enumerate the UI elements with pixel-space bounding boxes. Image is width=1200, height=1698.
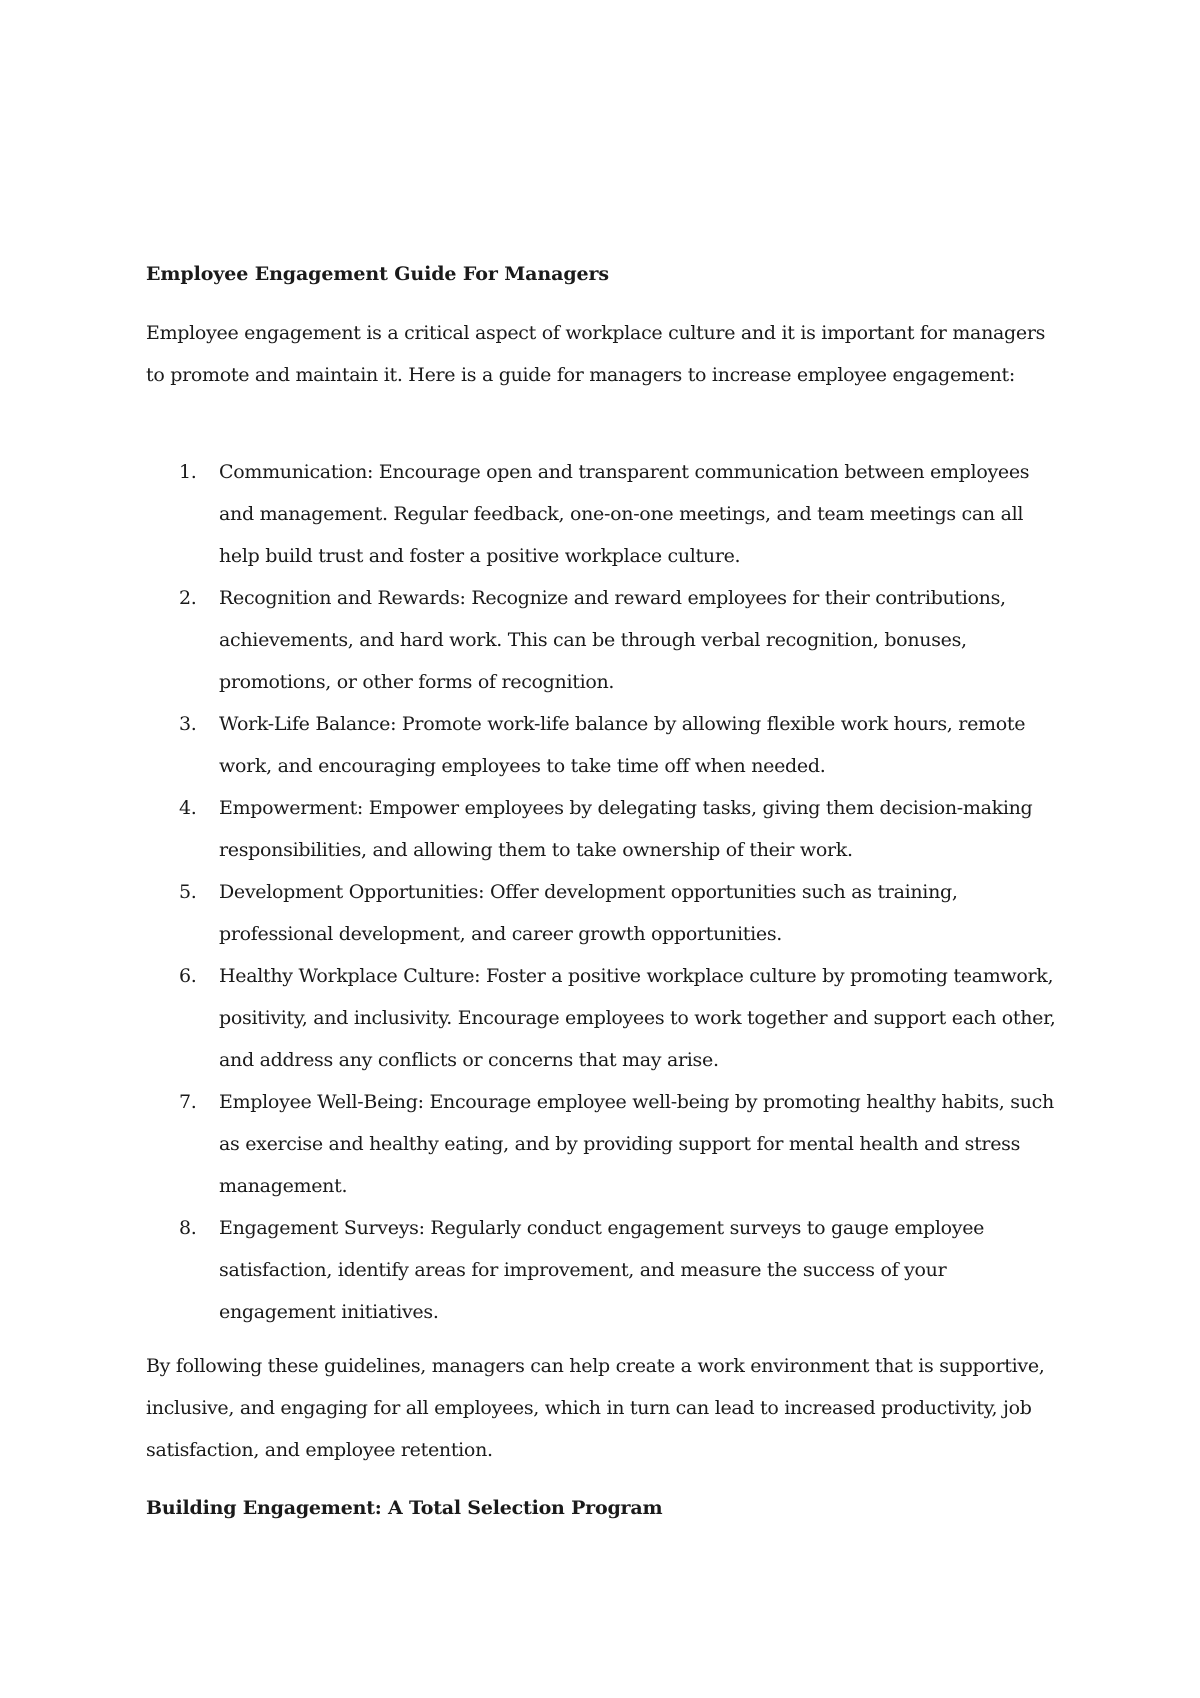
list-item-number: 6. (179, 965, 197, 987)
list-item (146, 1207, 1066, 1333)
document-title: Employee Engagement Guide For Managers (146, 263, 609, 285)
list-item (146, 451, 1066, 577)
list-item-text: Empowerment: Empower employees by delegating tasks, giving them decision-making responsibilities, and allowing them to take ownership of their work. (219, 797, 1033, 861)
intro-paragraph: Employee engagement is a critical aspect of workplace culture and it is important for managers to promote and maintain it. Here is a guide for managers to increase employee engagement: (146, 322, 1046, 386)
list-item-text: Healthy Workplace Culture: Foster a positive workplace culture by promoting teamwork, positivity, and inclusivity. Encourage employees to work together and support each other, and address any conflicts or concerns that may arise. (219, 965, 1056, 1071)
list-item-number: 1. (179, 461, 197, 483)
list-item-text: Work-Life Balance: Promote work-life balance by allowing flexible work hours, remote work, and encouraging employees to take time off when needed. (219, 713, 1026, 777)
list-item-text: Communication: Encourage open and transparent communication between employees and management. Regular feedback, one-on-one meetings, and team meetings can all help build trust and foster a positive workplace culture. (219, 461, 1030, 567)
list-item (146, 703, 1066, 787)
list-item (146, 787, 1066, 871)
section-heading: Building Engagement: A Total Selection Program (146, 1497, 663, 1519)
list-item (146, 955, 1066, 1081)
list-item-number: 7. (179, 1091, 197, 1113)
list-item-text: Employee Well-Being: Encourage employee well-being by promoting healthy habits, such as exercise and healthy eating, and by providing support for mental health and stress management. (219, 1091, 1054, 1197)
list-item-text: Recognition and Rewards: Recognize and reward employees for their contributions, achievements, and hard work. This can be through verbal recognition, bonuses, promotions, or other forms of recognition. (219, 587, 1006, 693)
closing-paragraph: By following these guidelines, managers can help create a work environment that is supportive, inclusive, and engaging for all employees, which in turn can lead to increased productivity, job satisfaction, and employee retention. (146, 1355, 1045, 1461)
list-item (146, 871, 1066, 955)
list-item-text: Engagement Surveys: Regularly conduct engagement surveys to gauge employee satisfaction, identify areas for improvement, and measure the success of your engagement initiatives. (219, 1217, 985, 1323)
list-item-number: 5. (179, 881, 197, 903)
guideline-list (146, 451, 1066, 1333)
list-item-text: Development Opportunities: Offer development opportunities such as training, professional development, and career growth opportunities. (219, 881, 958, 945)
list-item-number: 4. (179, 797, 197, 819)
list-item-number: 8. (179, 1217, 197, 1239)
list-item (146, 1081, 1066, 1207)
list-item (146, 577, 1066, 703)
list-item-number: 2. (179, 587, 197, 609)
list-item-number: 3. (179, 713, 197, 735)
